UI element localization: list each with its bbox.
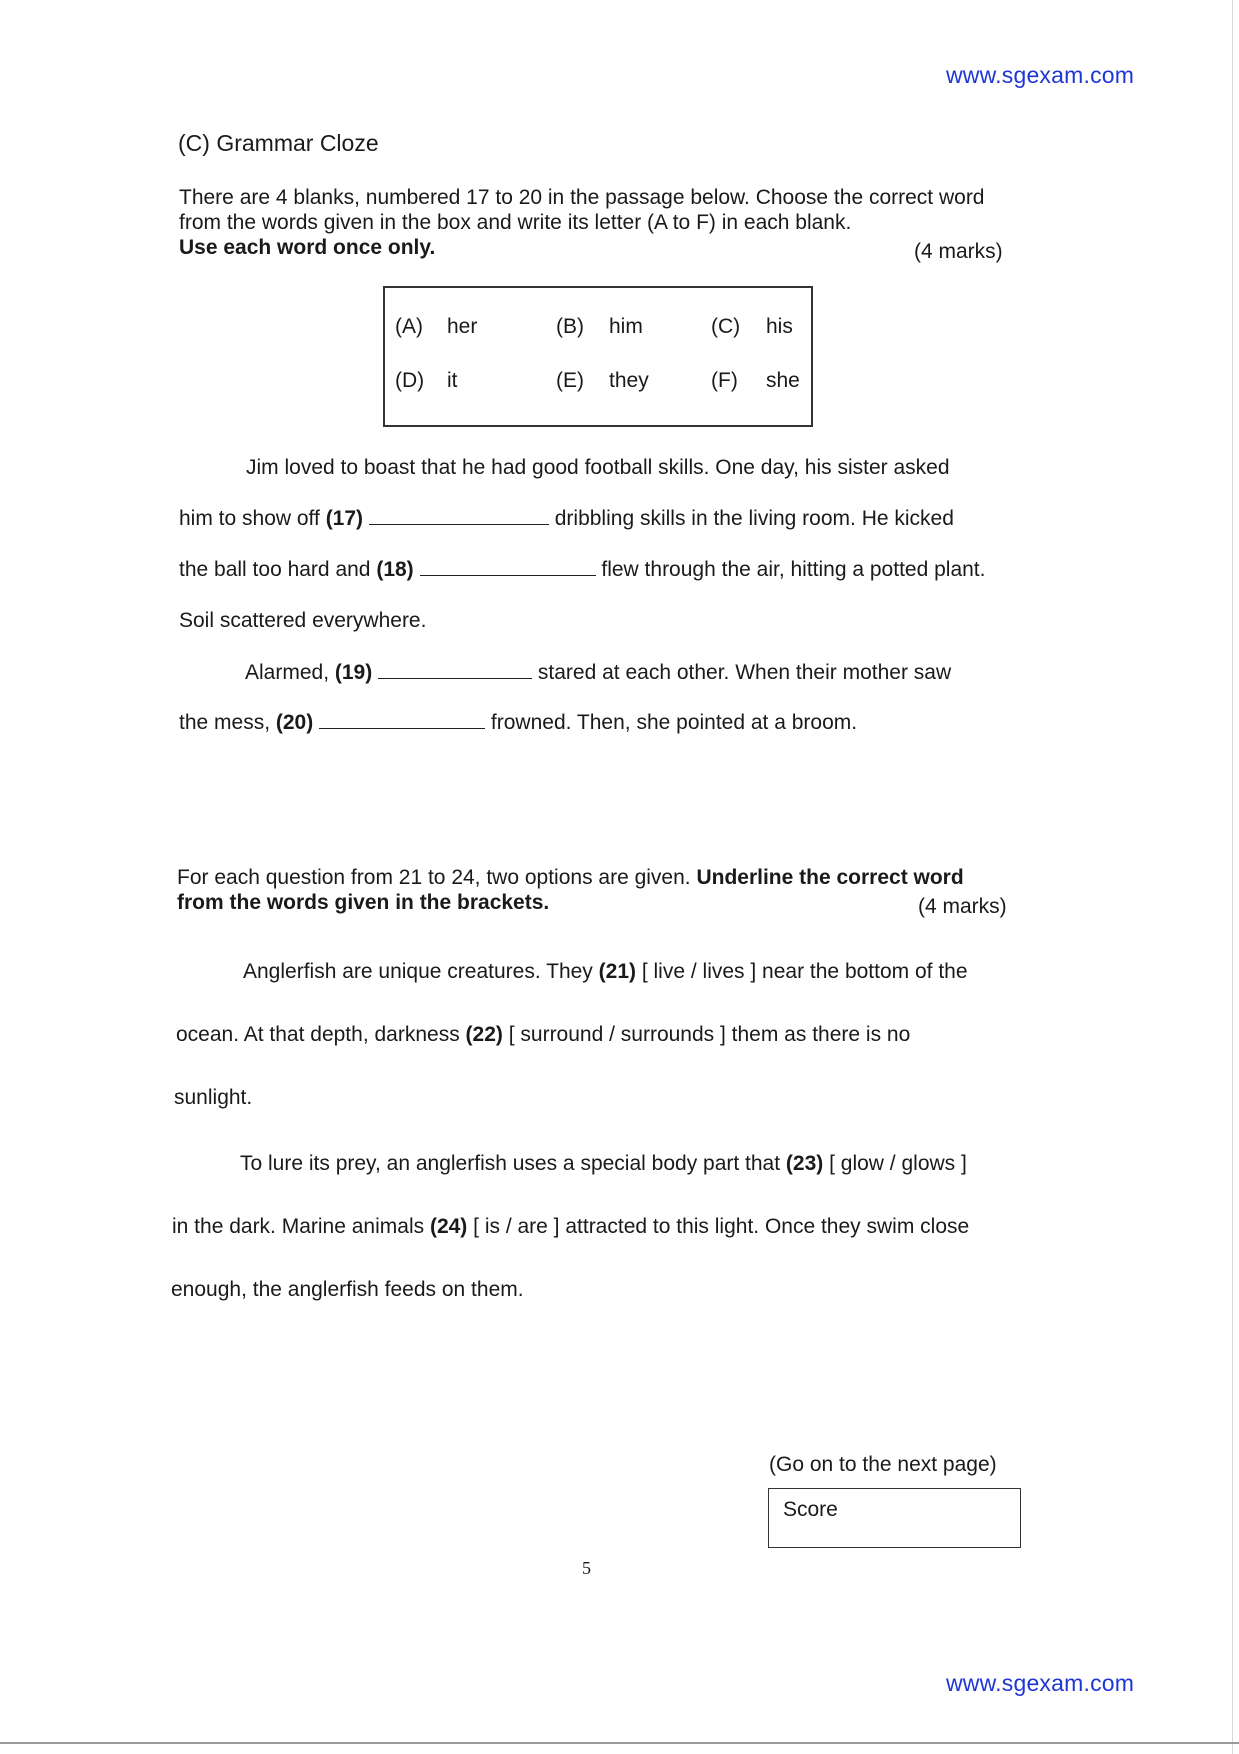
option-word-f: she [766, 369, 800, 392]
passage1-line-1: Jim loved to boast that he had good football skills. One day, his sister asked [246, 456, 950, 479]
question-number-17: (17) [325, 507, 364, 530]
page-number: 5 [582, 1558, 591, 1578]
instruction-bold: Use each word once only. [179, 236, 436, 259]
score-box[interactable] [768, 1488, 1021, 1548]
question-number-23: (23) [785, 1152, 824, 1175]
section2-marks-label: (4 marks) [918, 895, 1007, 918]
option-letter-e: (E) [556, 369, 584, 392]
section-title: (C) Grammar Cloze [178, 130, 379, 156]
section2-instruction-line-1: For each question from 21 to 24, two options are given. Underline the correct word [177, 866, 964, 889]
passage1-line-6: the mess, (20) frowned. Then, she pointed at a broom. [179, 711, 858, 734]
section2-instruction-line-2: from the words given in the brackets. [177, 891, 550, 914]
instruction-line-2: from the words given in the box and write its letter (A to F) in each blank. [179, 211, 852, 234]
question-number-24: (24) [429, 1215, 468, 1238]
option-word-e: they [609, 369, 649, 392]
passage2-line-1: Anglerfish are unique creatures. They (21) [ live / lives ] near the bottom of the [243, 960, 968, 983]
blank-20[interactable] [319, 728, 485, 729]
option-word-c: his [766, 315, 793, 338]
passage1-line-4: Soil scattered everywhere. [179, 609, 427, 632]
option-letter-a: (A) [395, 315, 423, 338]
passage2-line-2: ocean. At that depth, darkness (22) [ surround / surrounds ] them as there is no [176, 1023, 911, 1046]
option-word-b: him [609, 315, 643, 338]
question-number-21: (21) [598, 960, 637, 983]
passage2-line-4: To lure its prey, an anglerfish uses a special body part that (23) [ glow / glows ] [240, 1152, 967, 1175]
scan-edge-bottom [0, 1742, 1239, 1744]
question-number-18: (18) [376, 558, 414, 581]
scan-edge-right [1232, 0, 1233, 1754]
go-on-label: (Go on to the next page) [769, 1453, 997, 1476]
marks-label: (4 marks) [914, 240, 1003, 263]
options-21[interactable]: [ live / lives ] near the bottom of the [636, 960, 968, 983]
option-letter-d: (D) [395, 369, 425, 392]
question-number-20: (20) [275, 711, 314, 734]
passage1-line-2: him to show off (17) dribbling skills in the living room. He kicked [179, 507, 954, 530]
option-letter-b: (B) [556, 315, 584, 338]
passage1-line-3: the ball too hard and (18) flew through the air, hitting a potted plant. [179, 558, 986, 581]
option-word-a: her [447, 315, 478, 338]
blank-18[interactable] [420, 575, 596, 576]
options-23[interactable]: [ glow / glows ] [823, 1152, 967, 1175]
word-box [383, 286, 813, 427]
options-24[interactable]: [ is / are ] attracted to this light. Once they swim close [467, 1215, 970, 1238]
question-number-22: (22) [465, 1023, 503, 1046]
options-22[interactable]: [ surround / surrounds ] them as there is no [502, 1023, 911, 1046]
option-letter-f: (F) [711, 369, 738, 392]
sgexam-link-bottom[interactable]: www.sgexam.com [946, 1670, 1135, 1696]
instruction-line-1: There are 4 blanks, numbered 17 to 20 in the passage below. Choose the correct word [179, 186, 985, 209]
option-letter-c: (C) [711, 315, 741, 338]
blank-17[interactable] [369, 524, 549, 525]
passage2-line-6: enough, the anglerfish feeds on them. [171, 1278, 524, 1301]
passage1-line-5: Alarmed, (19) stared at each other. When their mother saw [245, 661, 952, 684]
passage2-line-5: in the dark. Marine animals (24) [ is / are ] attracted to this light. Once they swim close [172, 1215, 970, 1238]
option-word-d: it [447, 369, 458, 392]
passage2-line-3: sunlight. [174, 1086, 253, 1109]
blank-19[interactable] [378, 678, 532, 679]
sgexam-link-top[interactable]: www.sgexam.com [946, 62, 1135, 88]
question-number-19: (19) [334, 661, 373, 684]
score-label: Score [783, 1498, 838, 1521]
